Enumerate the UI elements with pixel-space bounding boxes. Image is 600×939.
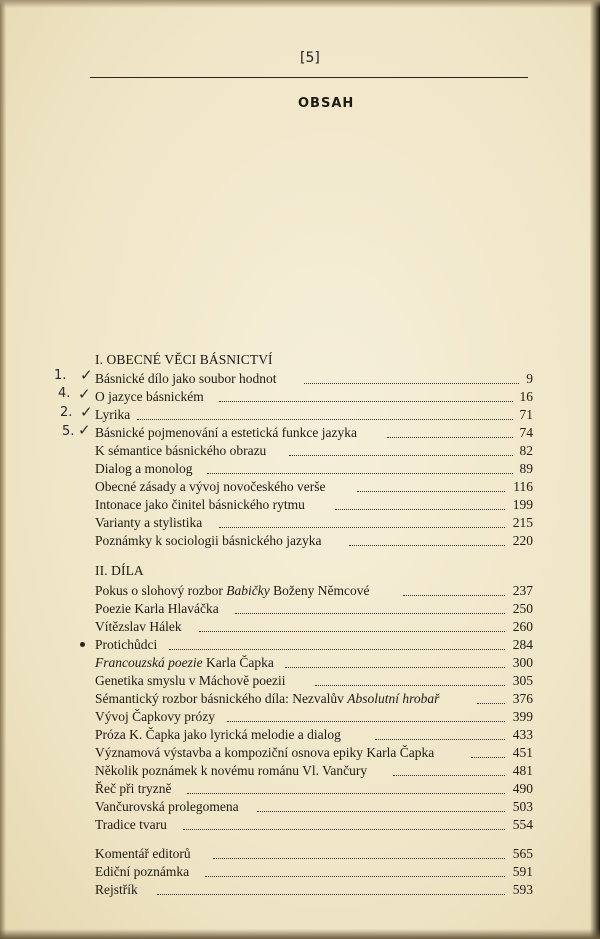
toc-entry-page: 376 <box>512 691 533 706</box>
toc-entry-page: 399 <box>512 709 533 724</box>
toc-entry-title: Dialog a monolog <box>95 461 193 476</box>
section-title-1: I. OBECNÉ VĚCI BÁSNICTVÍ <box>95 352 273 367</box>
handwritten-number: 2. <box>60 405 73 420</box>
leader-dots <box>219 400 513 402</box>
leader-dots <box>205 875 505 877</box>
toc-entry[interactable] <box>95 762 533 779</box>
leader-dots <box>169 648 505 650</box>
toc-entry-page: 300 <box>512 655 533 670</box>
toc-entry[interactable] <box>95 672 533 689</box>
toc-entry-title: Poznámky k sociologii básnického jazyka <box>95 533 322 548</box>
toc-entry-page: 305 <box>512 673 533 688</box>
handwritten-number: 4. <box>58 386 71 401</box>
leader-dots <box>157 893 505 895</box>
toc-entry-title: Sémantický rozbor básnického díla: Nezvalův Absolutní hrobař <box>95 691 440 706</box>
toc-entry[interactable] <box>95 690 533 707</box>
toc-entry-page: 554 <box>512 817 533 832</box>
leader-dots <box>335 508 505 510</box>
leader-dots <box>393 774 505 776</box>
toc-entry[interactable] <box>95 744 533 761</box>
leader-dots <box>304 382 519 384</box>
leader-dots <box>471 756 505 758</box>
handwritten-number: 1. <box>54 368 67 383</box>
leader-dots <box>403 594 505 596</box>
toc-entry-title: Vančurovská prolegomena <box>95 799 239 814</box>
checkmark-icon: ✓ <box>78 421 91 439</box>
toc-entry-title: Francouzská poezie Karla Čapka <box>95 655 274 670</box>
toc-entry[interactable] <box>95 370 533 387</box>
toc-entry-page: 433 <box>512 727 533 742</box>
toc-entry-title: Tradice tvaru <box>95 817 167 832</box>
toc-entry-page: 250 <box>512 601 533 616</box>
toc-entry[interactable] <box>95 388 533 405</box>
page-top-edge <box>0 0 600 8</box>
toc-entry-title: Vítězslav Hálek <box>95 619 182 634</box>
toc-entry-page: 284 <box>512 637 533 652</box>
toc-entry[interactable] <box>95 478 533 495</box>
leader-dots <box>213 857 505 859</box>
toc-entry[interactable] <box>95 514 533 531</box>
toc-entry[interactable] <box>95 863 533 880</box>
toc-entry[interactable] <box>95 816 533 833</box>
toc-entry-title: Řeč při tryzně <box>95 781 172 796</box>
leader-dots <box>207 472 513 474</box>
toc-entry-title: K sémantice básnického obrazu <box>95 443 267 458</box>
leader-dots <box>219 526 505 528</box>
toc-entry[interactable] <box>95 881 533 898</box>
toc-entry-title: O jazyce básnickém <box>95 389 204 404</box>
toc-entry[interactable] <box>95 845 533 862</box>
toc-entry[interactable] <box>95 780 533 797</box>
toc-entry-title: Vývoj Čapkovy prózy <box>95 709 215 724</box>
toc-entry-title: Básnické pojmenování a estetická funkce jazyka <box>95 425 358 440</box>
leader-dots <box>285 666 505 668</box>
toc-entry[interactable] <box>95 600 533 617</box>
toc-entry[interactable] <box>95 654 533 671</box>
toc-entry[interactable] <box>95 532 533 549</box>
toc-entry[interactable] <box>95 442 533 459</box>
leader-dots <box>349 544 505 546</box>
toc-entry[interactable] <box>95 618 533 635</box>
toc-entry-title: Varianty a stylistika <box>95 515 203 530</box>
toc-entry[interactable] <box>95 708 533 725</box>
toc-entry-page: 71 <box>519 407 533 422</box>
leader-dots <box>227 720 505 722</box>
toc-entry[interactable] <box>95 582 533 599</box>
toc-entry-page: 16 <box>519 389 533 404</box>
handwritten-number: 5. <box>62 424 75 439</box>
leader-dots <box>235 612 505 614</box>
toc-entry-page: 490 <box>512 781 533 796</box>
toc-entry-title: Rejstřík <box>95 882 138 897</box>
bullet-mark-icon <box>80 642 85 647</box>
toc-entry-title: Poezie Karla Hlaváčka <box>95 601 219 616</box>
toc-entry-page: 215 <box>512 515 533 530</box>
toc-entry-title: Intonace jako činitel básnického rytmu <box>95 497 305 512</box>
page-left-edge <box>0 0 6 939</box>
toc-entry-title: Protichůdci <box>95 637 158 652</box>
toc-entry-title: Lyrika <box>95 407 131 422</box>
toc-entry-title: Významová výstavba a kompoziční osnova epiky Karla Čapka <box>95 745 435 760</box>
toc-entry-page: 481 <box>512 763 533 778</box>
leader-dots <box>289 454 513 456</box>
toc-entry-title: Obecné zásady a vývoj novočeského verše <box>95 479 326 494</box>
toc-entry-page: 260 <box>512 619 533 634</box>
checkmark-icon: ✓ <box>80 366 93 384</box>
toc-entry[interactable] <box>95 496 533 513</box>
toc-entry-title: Básnické dílo jako soubor hodnot <box>95 371 277 386</box>
toc-entry-page: 237 <box>512 583 533 598</box>
leader-dots <box>315 684 505 686</box>
toc-entry-title: Próza K. Čapka jako lyrická melodie a dialog <box>95 727 341 742</box>
page-bottom-edge <box>0 929 600 939</box>
toc-entry-page: 74 <box>519 425 533 440</box>
leader-dots <box>199 630 505 632</box>
leader-dots <box>357 490 505 492</box>
toc-entry-page: 591 <box>512 864 533 879</box>
toc-entry-page: 451 <box>512 745 533 760</box>
toc-entry-title: Ediční poznámka <box>95 864 190 879</box>
section-title-2: II. DÍLA <box>95 563 144 578</box>
toc-entry-title: Pokus o slohový rozbor Babičky Boženy Němcové <box>95 583 370 598</box>
leader-dots <box>137 418 513 420</box>
checkmark-icon: ✓ <box>78 385 91 403</box>
page-right-edge <box>590 0 600 939</box>
toc-entry-title: Několik poznámek k novému románu Vl. Vančury <box>95 763 368 778</box>
toc-entry-page: 565 <box>512 846 533 861</box>
leader-dots <box>477 702 505 704</box>
checkmark-icon: ✓ <box>80 403 93 421</box>
leader-dots <box>257 810 505 812</box>
page-number: [5] <box>300 50 320 66</box>
header-rule <box>90 77 528 78</box>
leader-dots <box>387 436 513 438</box>
toc-entry-page: 199 <box>512 497 533 512</box>
toc-entry-page: 9 <box>526 371 533 386</box>
leader-dots <box>183 828 505 830</box>
toc-entry-title: Komentář editorů <box>95 846 191 861</box>
toc-entry[interactable] <box>95 460 533 477</box>
toc-entry[interactable] <box>95 406 533 423</box>
toc-entry[interactable] <box>95 726 533 743</box>
toc-entry[interactable] <box>95 798 533 815</box>
toc-entry-page: 89 <box>519 461 533 476</box>
leader-dots <box>187 792 505 794</box>
toc-entry-page: 116 <box>513 479 533 494</box>
toc-entry-page: 82 <box>519 443 533 458</box>
toc-entry[interactable] <box>95 636 533 653</box>
toc-entry-title: Genetika smyslu v Máchově poezii <box>95 673 286 688</box>
toc-entry[interactable] <box>95 424 533 441</box>
leader-dots <box>375 738 505 740</box>
page-heading: OBSAH <box>298 96 355 111</box>
toc-entry-page: 593 <box>512 882 533 897</box>
toc-entry-page: 503 <box>512 799 533 814</box>
toc-entry-page: 220 <box>512 533 533 548</box>
